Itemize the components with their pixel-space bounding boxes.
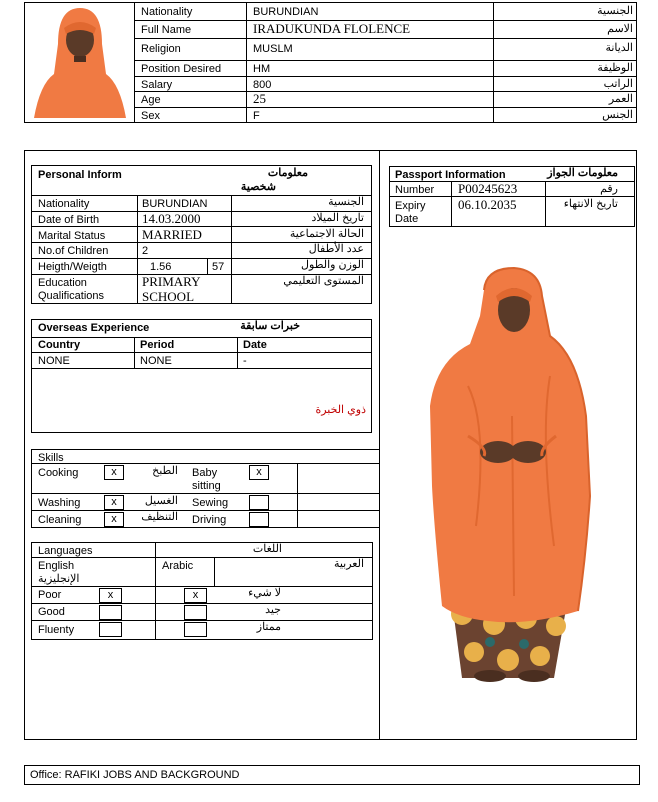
- header-sex-ar: الجنس: [602, 109, 633, 121]
- skill-cleaning-checkbox[interactable]: x: [104, 512, 124, 527]
- header-religion-value: MUSLM: [253, 43, 293, 55]
- header-age-ar: العمر: [608, 93, 633, 105]
- header-age-label: Age: [141, 94, 161, 106]
- headshot-photo: [28, 4, 131, 118]
- language-fluenty-ar: ممتاز: [256, 621, 281, 633]
- personal-education-value-2: SCHOOL: [142, 289, 195, 304]
- language-good-ar: جيد: [265, 604, 281, 616]
- overseas-title: Overseas Experience: [38, 322, 150, 334]
- passport-expiry-label-1: Expiry: [395, 200, 426, 212]
- skill-cleaning-label: Cleaning: [38, 514, 82, 526]
- language-arabic-ar: العربية: [333, 558, 364, 570]
- passport-title-ar: معلومات الجواز: [547, 167, 618, 179]
- header-sex-label: Sex: [141, 110, 160, 122]
- personal-dob-value: 14.03.2000: [142, 211, 201, 226]
- header-salary-label: Salary: [141, 79, 173, 91]
- language-fluenty-label: Fluenty: [38, 624, 75, 636]
- passport-expiry-value: 06.10.2035: [458, 197, 517, 212]
- personal-children-value: 2: [142, 245, 149, 257]
- skill-washing-ar: الغسيل: [144, 495, 178, 507]
- skill-cleaning-ar: التنظيف: [141, 511, 178, 523]
- language-good-label: Good: [38, 606, 65, 618]
- personal-education-value-1: PRIMARY: [142, 274, 201, 289]
- personal-nationality-value: BURUNDIAN: [142, 198, 208, 210]
- personal-education-label-1: Education: [38, 277, 87, 289]
- personal-weight-value: 57: [212, 261, 225, 273]
- personal-marital-label: Marital Status: [38, 230, 106, 242]
- overseas-header-country: Country: [38, 339, 81, 351]
- language-english-label: English: [38, 560, 75, 572]
- language-poor-label: Poor: [38, 589, 62, 601]
- office-name: Office: RAFIKI JOBS AND BACKGROUND: [30, 769, 240, 781]
- overseas-country-value: NONE: [38, 355, 70, 367]
- arabic-poor-checkbox[interactable]: x: [184, 588, 207, 603]
- header-fullname-label: Full Name: [141, 24, 192, 36]
- overseas-header-date: Date: [243, 339, 267, 351]
- header-religion-label: Religion: [141, 43, 181, 55]
- languages-title: Languages: [38, 545, 93, 557]
- passport-expiry-label-2: Date: [395, 213, 419, 225]
- full-body-photo: [428, 266, 592, 684]
- header-position-ar: الوظيفة: [597, 62, 633, 74]
- personal-nationality-label: Nationality: [38, 198, 90, 210]
- english-poor-checkbox[interactable]: x: [99, 588, 122, 603]
- skill-cooking-label: Cooking: [38, 467, 79, 479]
- personal-education-ar: المستوى التعليمي: [283, 275, 364, 287]
- skill-babysitting-label: Baby: [192, 467, 218, 479]
- skill-sewing-label: Sewing: [192, 497, 229, 509]
- skill-washing-label: Washing: [38, 497, 81, 509]
- passport-number-label: Number: [395, 184, 435, 196]
- skill-sewing-checkbox[interactable]: [249, 495, 269, 510]
- passport-number-value: P00245623: [458, 181, 518, 196]
- skill-cooking-ar: الطبخ: [152, 465, 178, 477]
- personal-height-weight-ar: الوزن والطول: [301, 259, 364, 271]
- skills-title: Skills: [38, 452, 64, 464]
- skill-driving-label: Driving: [192, 514, 227, 526]
- header-nationality-ar: الجنسية: [597, 5, 633, 17]
- header-position-value: HM: [253, 63, 271, 75]
- header-nationality-label: Nationality: [141, 6, 193, 18]
- header-salary-value: 800: [253, 79, 272, 91]
- header-nationality-value: BURUNDIAN: [253, 6, 319, 18]
- personal-dob-label: Date of Birth: [38, 214, 100, 226]
- personal-title: Personal Inform: [38, 169, 122, 181]
- arabic-good-checkbox[interactable]: [184, 605, 207, 620]
- overseas-period-value: NONE: [140, 355, 172, 367]
- personal-children-ar: عدد الأطفال: [308, 243, 364, 255]
- overseas-note: ذوي الخبرة: [315, 404, 366, 416]
- english-good-checkbox[interactable]: [99, 605, 122, 620]
- header-salary-ar: الراتب: [603, 78, 633, 90]
- arabic-fluenty-checkbox[interactable]: [184, 622, 207, 637]
- english-fluenty-checkbox[interactable]: [99, 622, 122, 637]
- overseas-header-period: Period: [140, 339, 175, 351]
- language-arabic-label: Arabic: [162, 560, 194, 572]
- passport-number-ar: رقم: [600, 183, 618, 195]
- skill-babysitting-checkbox[interactable]: x: [249, 465, 269, 480]
- passport-expiry-ar: تاريخ الانتهاء: [563, 198, 618, 210]
- header-sex-value: F: [253, 110, 260, 122]
- personal-nationality-ar: الجنسية: [328, 196, 364, 208]
- personal-title-ar-2: شخصية: [240, 181, 276, 193]
- personal-marital-value: MARRIED: [142, 227, 202, 242]
- overseas-date-value: -: [243, 355, 247, 367]
- personal-children-label: No.of Children: [38, 245, 109, 257]
- personal-education-label-2: Qualifications: [38, 290, 105, 302]
- personal-height-weight-label: Heigth/Weigth: [38, 261, 107, 273]
- personal-dob-ar: تاريخ الميلاد: [311, 212, 364, 224]
- header-fullname-ar: الاسم: [607, 23, 633, 35]
- skill-washing-checkbox[interactable]: x: [104, 495, 124, 510]
- header-age-value: 25: [253, 91, 266, 106]
- language-english-ar: الإنجليزية: [38, 573, 80, 585]
- personal-height-value: 1.56: [150, 261, 172, 273]
- language-poor-ar: لا شيء: [248, 587, 281, 599]
- personal-marital-ar: الحالة الاجتماعية: [289, 228, 364, 240]
- skill-driving-checkbox[interactable]: [249, 512, 269, 527]
- header-position-label: Position Desired: [141, 63, 222, 75]
- header-fullname-value: IRADUKUNDA FLOLENCE: [253, 21, 411, 36]
- overseas-title-ar: خبرات سابقة: [240, 320, 300, 332]
- languages-title-ar: اللغات: [252, 543, 282, 555]
- skill-babysitting-label-2: sitting: [192, 480, 221, 492]
- skill-cooking-checkbox[interactable]: x: [104, 465, 124, 480]
- header-religion-ar: الديانة: [605, 42, 633, 54]
- personal-title-ar-1: معلومات: [267, 167, 308, 179]
- passport-title: Passport Information: [395, 169, 506, 181]
